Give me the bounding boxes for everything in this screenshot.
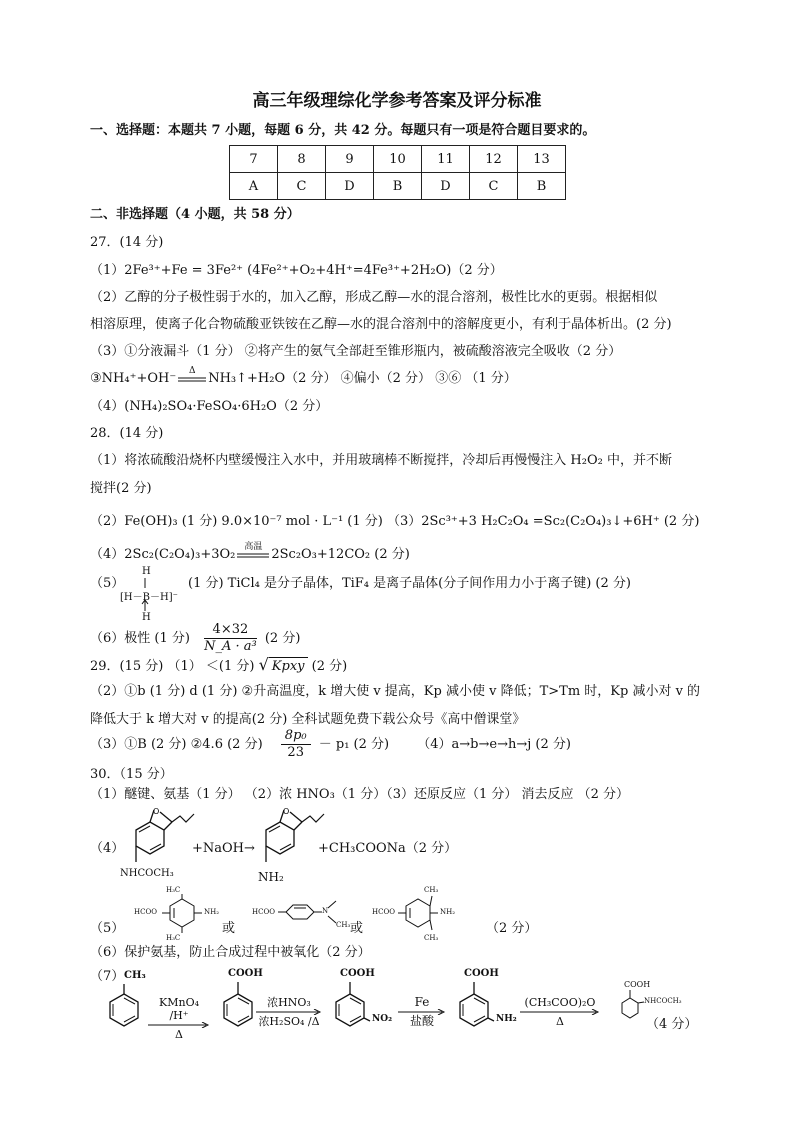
benzofuran-acetamide-icon (120, 808, 200, 873)
q28-part1-line2: 搅拌(2 分) (90, 481, 152, 496)
answer-table (229, 145, 566, 200)
q29-part2-line1: （2）①b (1 分) d (1 分) ②升高温度，k 增大使 v 提高，Kp 减小使 v 降低；T>Tm 时，Kp 减小对 v 的 (90, 684, 701, 699)
table-cell: C (470, 173, 518, 200)
q27-part2-line1: （2）乙醇的分子极性弱于水的，加入乙醇，形成乙醇—水的混合溶剂，极性比水的更弱。根据相似 (90, 290, 658, 305)
table-cell: D (422, 173, 470, 200)
fraction-denominator: 23 (287, 745, 304, 760)
table-cell: 11 (422, 146, 470, 173)
toluene-ring-icon (104, 970, 154, 1040)
section1-heading: 一、选择题：本题共 7 小题，每题 6 分，共 42 分。每题只有一项是符合题目要求的。 (90, 123, 596, 138)
isomer3-ring-icon (372, 886, 472, 946)
carboxyl-label: COOH (340, 968, 375, 979)
q28-part5-label: （5） (90, 576, 125, 591)
table-cell: B (374, 173, 422, 200)
q27-part3-line1: （3）①分液漏斗（1 分） ②将产生的氨气全部赶至锥形瓶内，被硫酸溶液完全吸收（2 分） (90, 344, 622, 359)
q29-head (90, 656, 347, 676)
density-fraction (204, 622, 257, 655)
table-cell: D (326, 173, 374, 200)
q27-part2-line2: 相溶原理，使离子化合物硫酸亚铁铵在乙醇—水的混合溶剂中的溶解度更小，有利于晶体析出。(2 分) (90, 317, 672, 332)
q27-head: 27．(14 分) (90, 235, 164, 250)
arrow-condition-top: 浓HNO₃ (267, 996, 311, 1009)
heat-equals-sign (176, 366, 208, 394)
q30-part4-plus2: +CH₃COONa（2 分） (318, 841, 458, 856)
q30-part5-label: （5） (90, 921, 125, 936)
q30-part5-score: （2 分） (486, 921, 538, 936)
answer-table-answers-row (230, 173, 566, 200)
nitrobenzoic-ring-icon (326, 968, 396, 1040)
reactant-molecule (120, 808, 200, 888)
isomer-1 (134, 886, 254, 946)
methyl-label: CH₃ (424, 886, 439, 894)
methyl-label-bottom: H₃C (166, 934, 181, 942)
q30-part6: （6）保护氨基，防止合成过程中被氧化（2 分） (90, 945, 371, 960)
high-temp-label: 高温 (244, 542, 263, 552)
acetamido-label: NHCOCH₃ (644, 997, 682, 1005)
methyl-label: CH₃ (124, 970, 146, 981)
arrow-reduction (398, 996, 446, 1028)
q28-part5-text: (1 分) TiCl₄ 是分子晶体，TiF₄ 是离子晶体(分子间作用力小于离子键) (2 分) (188, 576, 631, 591)
answer-table-numbers-row (230, 146, 566, 173)
formate-label: HCOO (372, 908, 395, 916)
table-cell: C (278, 173, 326, 200)
q28-part6-score: (2 分) (264, 631, 301, 646)
arrow-condition-top: KMnO₄ /H⁺ (159, 996, 199, 1022)
q30-part4-plus1: +NaOH→ (192, 841, 255, 856)
table-cell: 9 (326, 146, 374, 173)
table-cell: 10 (374, 146, 422, 173)
isomer-2 (252, 898, 362, 938)
q27-part3-line2 (90, 366, 517, 394)
arrow-condition-top: (CH₃COO)₂O (524, 996, 596, 1009)
q30-part4-label: （4） (90, 841, 125, 856)
amine-label: NH₂ (440, 908, 456, 916)
table-cell: 12 (470, 146, 518, 173)
arrow-condition-bottom: Δ (556, 1015, 564, 1028)
delta-symbol: Δ (188, 366, 196, 376)
carboxyl-label: COOH (464, 968, 499, 979)
q28-eq-left: （4）2Sc₂(C₂O₄)₃+3O₂ (90, 547, 236, 562)
h-atom-top: H (142, 566, 151, 577)
svg-text:O: O (153, 807, 160, 816)
table-cell: B (518, 173, 566, 200)
carboxyl-label: COOH (228, 968, 263, 979)
amino-label: NH₂ (496, 1014, 517, 1024)
isomer2-ring-icon (252, 898, 362, 938)
carboxyl-label: COOH (624, 980, 651, 989)
q28-part2-3: （2）Fe(OH)₃ (1 分) 9.0×10⁻⁷ mol · L⁻¹ (1 分) （3）2Sc³⁺+3 H₂C₂O₄ =Sc₂(C₂O₄)₃↓+6H⁺ (2 分) (90, 514, 700, 529)
formate-label: HCOO (134, 908, 157, 916)
arrow-condition-bottom: 盐酸 (409, 1014, 434, 1028)
q28-part6 (90, 622, 300, 655)
q29-part3-mid: － p₁ (2 分) (318, 737, 390, 752)
aminobenzoic-ring-icon (450, 968, 520, 1040)
pressure-fraction (281, 728, 311, 761)
aminobenzoic-acid-molecule (450, 968, 520, 1040)
amine-label: NH₂ (204, 908, 220, 916)
q29-head-score: (2 分) (311, 659, 348, 674)
q27-part1: （1）2Fe³⁺+Fe = 3Fe²⁺ (4Fe²⁺+O₂+4H⁺=4Fe³⁺+2H₂O)（2 分） (90, 263, 503, 278)
q30-part7-score: （4 分） (646, 1017, 698, 1032)
table-cell: A (230, 173, 278, 200)
svg-text:O: O (283, 807, 290, 816)
q28-eq-right: 2Sc₂O₃+12CO₂ (2 分) (271, 547, 410, 562)
q28-part1-line1: （1）将浓硫酸沿烧杯内壁缓慢注入水中，并用玻璃棒不断搅拌，冷却后再慢慢注入 H₂O₂ 中，并不断 (90, 453, 672, 468)
fraction-denominator: N_A · a³ (204, 639, 257, 654)
q29-part3-pre: （3）①B (2 分) ②4.6 (2 分) (90, 737, 263, 752)
or-text-2: 或 (350, 921, 364, 936)
page-title: 高三年级理综化学参考答案及评分标准 (252, 91, 542, 111)
q28-head: 28．(14 分) (90, 426, 164, 441)
nitro-label: NO₂ (372, 1014, 393, 1024)
radical-icon: √ (258, 655, 269, 674)
table-cell: 8 (278, 146, 326, 173)
q29-head-pre: 29．(15 分) （1） ＜(1 分) (90, 659, 255, 674)
arrow-oxidation (148, 996, 210, 1041)
sqrt-expression: Kpxy (269, 657, 308, 676)
q29-part4: （4）a→b→e→h→j (2 分) (417, 737, 571, 752)
acetamido-group: NHCOCH₃ (120, 868, 174, 879)
q28-part6-pre: （6）极性 (1 分) (90, 631, 190, 646)
nitrobenzoic-acid-molecule (326, 968, 396, 1040)
fraction-numerator: 4×32 (204, 622, 257, 639)
q30-head: 30．（15 分） (90, 767, 173, 782)
arrow-condition-bottom: 浓H₂SO₄ /Δ (258, 1015, 320, 1028)
or-text-1: 或 (222, 921, 236, 936)
q30-part1-3: （1）醚键、氨基（1 分） （2）浓 HNO₃（1 分）（3）还原反应（1 分） 消去反应 （2 分） (90, 787, 630, 802)
high-temp-equals-sign (235, 542, 271, 570)
methyl-label-bottom: CH₃ (424, 934, 439, 942)
nitrogen-label: N (322, 907, 329, 915)
methyl-label: CH₃ (336, 921, 351, 929)
methyl-label: H₃C (166, 886, 181, 894)
fraction-numerator: 8p₀ (281, 728, 311, 745)
h-atom-bottom: H (142, 612, 151, 623)
q27-part4: （4）(NH₄)₂SO₄·FeSO₄·6H₂O（2 分） (90, 399, 329, 414)
formate-label: HCOO (252, 908, 275, 916)
q30-part7-label: （7） (90, 969, 125, 984)
table-cell: 13 (518, 146, 566, 173)
q29-part3-4 (90, 728, 571, 761)
arrow-condition-top: Fe (414, 995, 430, 1009)
q29-part2-line2: 降低大于 k 增大对 v 的提高(2 分) 全科试题免费下载公众号《高中僧课堂》 (90, 712, 526, 727)
arrow-acetylation (520, 996, 600, 1028)
q27-equation-left: ③NH₄⁺+OH⁻ (90, 371, 177, 386)
isomer-3 (372, 886, 472, 946)
table-cell: 7 (230, 146, 278, 173)
amino-group: NH₂ (258, 870, 284, 884)
section2-heading: 二、非选择题（4 小题，共 58 分） (90, 207, 300, 222)
bh4-structure (120, 566, 180, 624)
arrow-nitration (256, 996, 322, 1028)
arrow-condition-bottom: Δ (175, 1028, 183, 1041)
toluene-molecule (104, 970, 154, 1040)
bh4-center: [H－B－H]⁻ (120, 592, 178, 603)
q27-equation-right: NH₃↑+H₂O（2 分） ④偏小（2 分） ③⑥ （1 分） (208, 371, 517, 386)
isomer1-ring-icon (134, 886, 254, 946)
